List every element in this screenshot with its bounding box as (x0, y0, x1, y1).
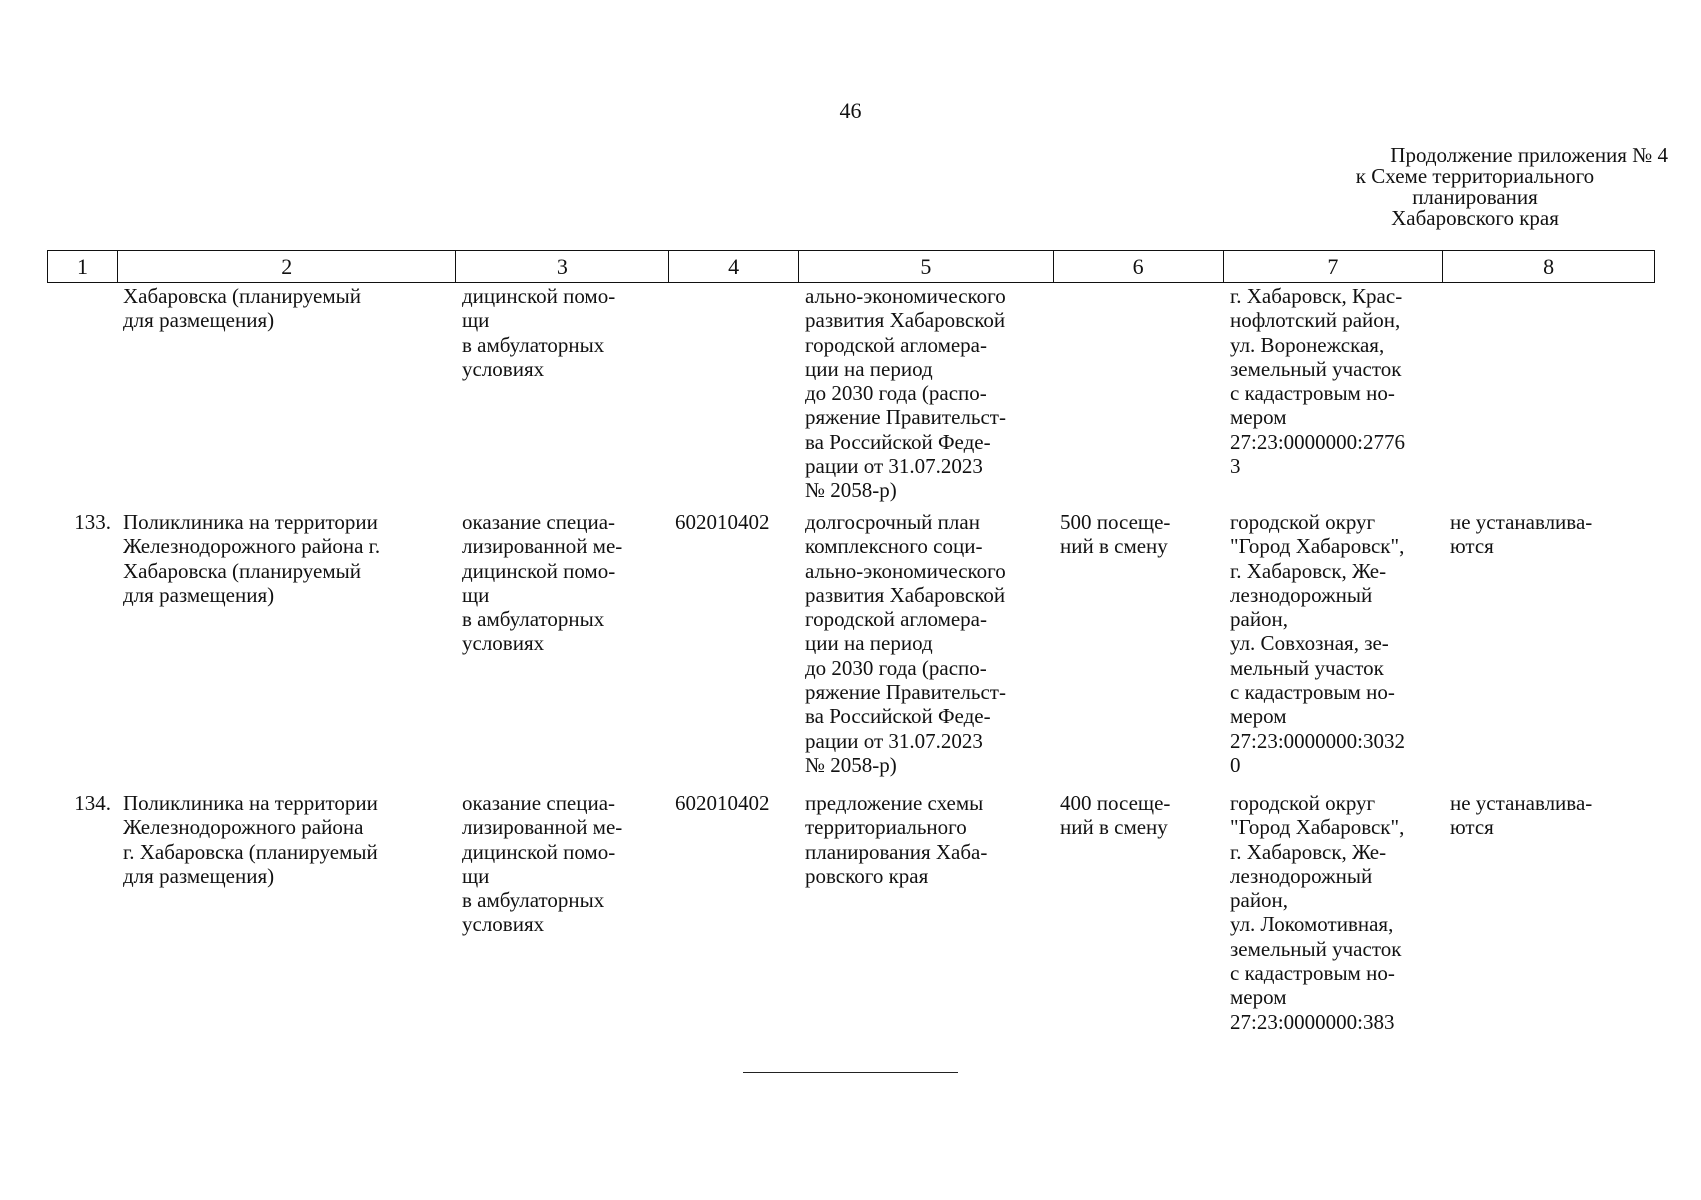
appendix-note-line: планирования (1412, 185, 1538, 209)
text-line: городской агломера- (805, 607, 987, 632)
text-line: территориального (805, 815, 967, 840)
text-line: 27:23:0000000:3032 (1230, 728, 1406, 753)
text-line: ции на период (805, 356, 933, 381)
code-cell (669, 282, 799, 284)
text-line: 0 (1230, 752, 1241, 777)
text-line: ул. Совхозная, зе- (1230, 631, 1389, 656)
appendix-note (1280, 145, 1670, 229)
column-header-2: 2 (118, 251, 457, 282)
text-line: ально-экономического (805, 558, 1006, 583)
text-line: в амбулаторных (462, 607, 605, 632)
text-line: ний в смену (1060, 534, 1168, 559)
text-line: городской округ (1230, 791, 1376, 815)
text-line: "Город Хабаровск", (1230, 815, 1405, 840)
text-line: не устанавлива- (1450, 510, 1593, 534)
table-body (47, 282, 1655, 1049)
text-line: для размещения) (123, 308, 275, 333)
text-line: ний в смену (1060, 815, 1168, 840)
column-header-4: 4 (669, 251, 799, 282)
table-row (47, 508, 1655, 789)
text-line: 400 посеще- (1060, 791, 1171, 815)
text-line: лезнодорожный (1230, 582, 1373, 607)
text-line: лизированной ме- (462, 815, 623, 840)
object-name-cell (117, 789, 456, 888)
text-line: ул. Локомотивная, (1230, 912, 1394, 937)
text-line: ряжение Правительст- (805, 680, 1006, 705)
end-of-table-rule (743, 1072, 958, 1073)
text-line: Поликлиника на территории (123, 510, 378, 534)
text-line: лизированной ме- (462, 534, 623, 559)
code-cell (669, 789, 799, 815)
text-line: нофлотский район, (1230, 308, 1401, 333)
text-line: район, (1230, 607, 1289, 632)
text-line: ровского края (805, 863, 929, 888)
text-line: лезнодорожный (1230, 863, 1373, 888)
text-line: 27:23:0000000:2776 (1230, 429, 1406, 454)
zones-cell (1444, 282, 1655, 284)
text-line: Железнодорожного района (123, 815, 364, 840)
object-name-cell (117, 282, 456, 333)
column-header-6: 6 (1054, 251, 1224, 282)
text-line: условиях (462, 912, 545, 937)
text-line: г. Хабаровск, Же- (1230, 558, 1387, 583)
capacity-cell (1054, 282, 1224, 284)
appendix-note-line: к Схеме территориального (1355, 164, 1595, 188)
text-line: в амбулаторных (462, 888, 605, 913)
text-line: № 2058-р) (805, 478, 897, 503)
text-line: г. Хабаровск, Же- (1230, 839, 1387, 864)
text-line: с кадастровым но- (1230, 381, 1395, 406)
text-line: район, (1230, 888, 1289, 913)
capacity-cell (1054, 508, 1224, 559)
text-line: в амбулаторных (462, 332, 605, 357)
text-line: развития Хабаровской (805, 308, 1006, 333)
capacity-cell (1054, 789, 1224, 840)
column-header-7: 7 (1224, 251, 1444, 282)
text-line: условиях (462, 631, 545, 656)
text-line: ва Российской Феде- (805, 704, 991, 729)
object-name-cell (117, 508, 456, 607)
text-line: предложение схемы (805, 791, 984, 815)
text-line: ва Российской Феде- (805, 429, 991, 454)
text-line: мером (1230, 704, 1287, 729)
text-line: с кадастровым но- (1230, 961, 1395, 986)
text-line: мельный участок (1230, 655, 1384, 680)
column-header-8: 8 (1543, 253, 1555, 279)
text-line: долгосрочный план (805, 510, 980, 534)
text-line: для размещения) (123, 582, 275, 607)
row-number: 133. (74, 510, 111, 534)
text-line: дицинской помо- (462, 284, 616, 308)
text-line: рации от 31.07.2023 (805, 454, 983, 479)
row-number-cell (47, 789, 117, 815)
purpose-cell (456, 282, 669, 381)
text-line: г. Хабаровска (планируемый (123, 839, 378, 864)
text-line: щи (462, 308, 490, 333)
text-line: 27:23:0000000:383 (1230, 1009, 1395, 1034)
text-line: комплексного соци- (805, 534, 983, 559)
zones-cell (1444, 508, 1655, 559)
text-line: ально-экономического (805, 284, 1006, 308)
text-line: щи (462, 863, 490, 888)
appendix-note-line: Продолжение приложения № 4 (1390, 143, 1668, 167)
text-line: ул. Воронежская, (1230, 332, 1385, 357)
text-line: рации от 31.07.2023 (805, 728, 983, 753)
location-cell (1224, 282, 1444, 478)
appendix-note-line: Хабаровского края (1391, 206, 1559, 230)
text-line: ются (1450, 534, 1494, 559)
table-column-numbers (47, 250, 1655, 283)
row-number-cell (47, 282, 117, 284)
location-cell (1224, 508, 1444, 777)
text-line: мером (1230, 985, 1287, 1010)
text-line: Поликлиника на территории (123, 791, 378, 815)
object-code: 602010402 (675, 510, 770, 534)
text-line: оказание специа- (462, 791, 616, 815)
text-line: для размещения) (123, 863, 275, 888)
table-row-continuation (47, 282, 1655, 508)
text-line: земельный участок (1230, 356, 1402, 381)
basis-cell (799, 282, 1054, 503)
location-cell (1224, 789, 1444, 1034)
text-line: планирования Хаба- (805, 839, 988, 864)
text-line: до 2030 года (распо- (805, 655, 987, 680)
code-cell (669, 508, 799, 534)
purpose-cell (456, 508, 669, 656)
text-line: 500 посеще- (1060, 510, 1171, 534)
row-number-cell (47, 508, 117, 534)
text-line: ются (1450, 815, 1494, 840)
object-code: 602010402 (675, 791, 770, 815)
text-line: мером (1230, 405, 1287, 430)
text-line: оказание специа- (462, 510, 616, 534)
text-line: Железнодорожного района г. (123, 534, 381, 559)
text-line: городской агломера- (805, 332, 987, 357)
row-number: 134. (74, 791, 111, 815)
page-number: 46 (839, 98, 862, 123)
text-line: г. Хабаровск, Крас- (1230, 284, 1403, 308)
text-line: до 2030 года (распо- (805, 381, 987, 406)
basis-cell (799, 508, 1054, 777)
text-line: городской округ (1230, 510, 1376, 534)
text-line: с кадастровым но- (1230, 680, 1395, 705)
column-header-3: 3 (456, 251, 669, 282)
text-line: "Город Хабаровск", (1230, 534, 1405, 559)
text-line: Хабаровска (планируемый (123, 284, 361, 308)
text-line: не устанавлива- (1450, 791, 1593, 815)
column-header-5: 5 (799, 251, 1054, 282)
purpose-cell (456, 789, 669, 937)
text-line: земельный участок (1230, 936, 1402, 961)
text-line: ряжение Правительст- (805, 405, 1006, 430)
text-line: дицинской помо- (462, 558, 616, 583)
text-line: условиях (462, 356, 545, 381)
text-line: дицинской помо- (462, 839, 616, 864)
table-row (47, 789, 1655, 1049)
zones-cell (1444, 789, 1655, 840)
text-line: Хабаровска (планируемый (123, 558, 361, 583)
text-line: щи (462, 582, 490, 607)
column-header-1: 1 (48, 251, 118, 282)
text-line: 3 (1230, 454, 1241, 479)
text-line: № 2058-р) (805, 752, 897, 777)
text-line: развития Хабаровской (805, 582, 1006, 607)
text-line: ции на период (805, 631, 933, 656)
basis-cell (799, 789, 1054, 888)
